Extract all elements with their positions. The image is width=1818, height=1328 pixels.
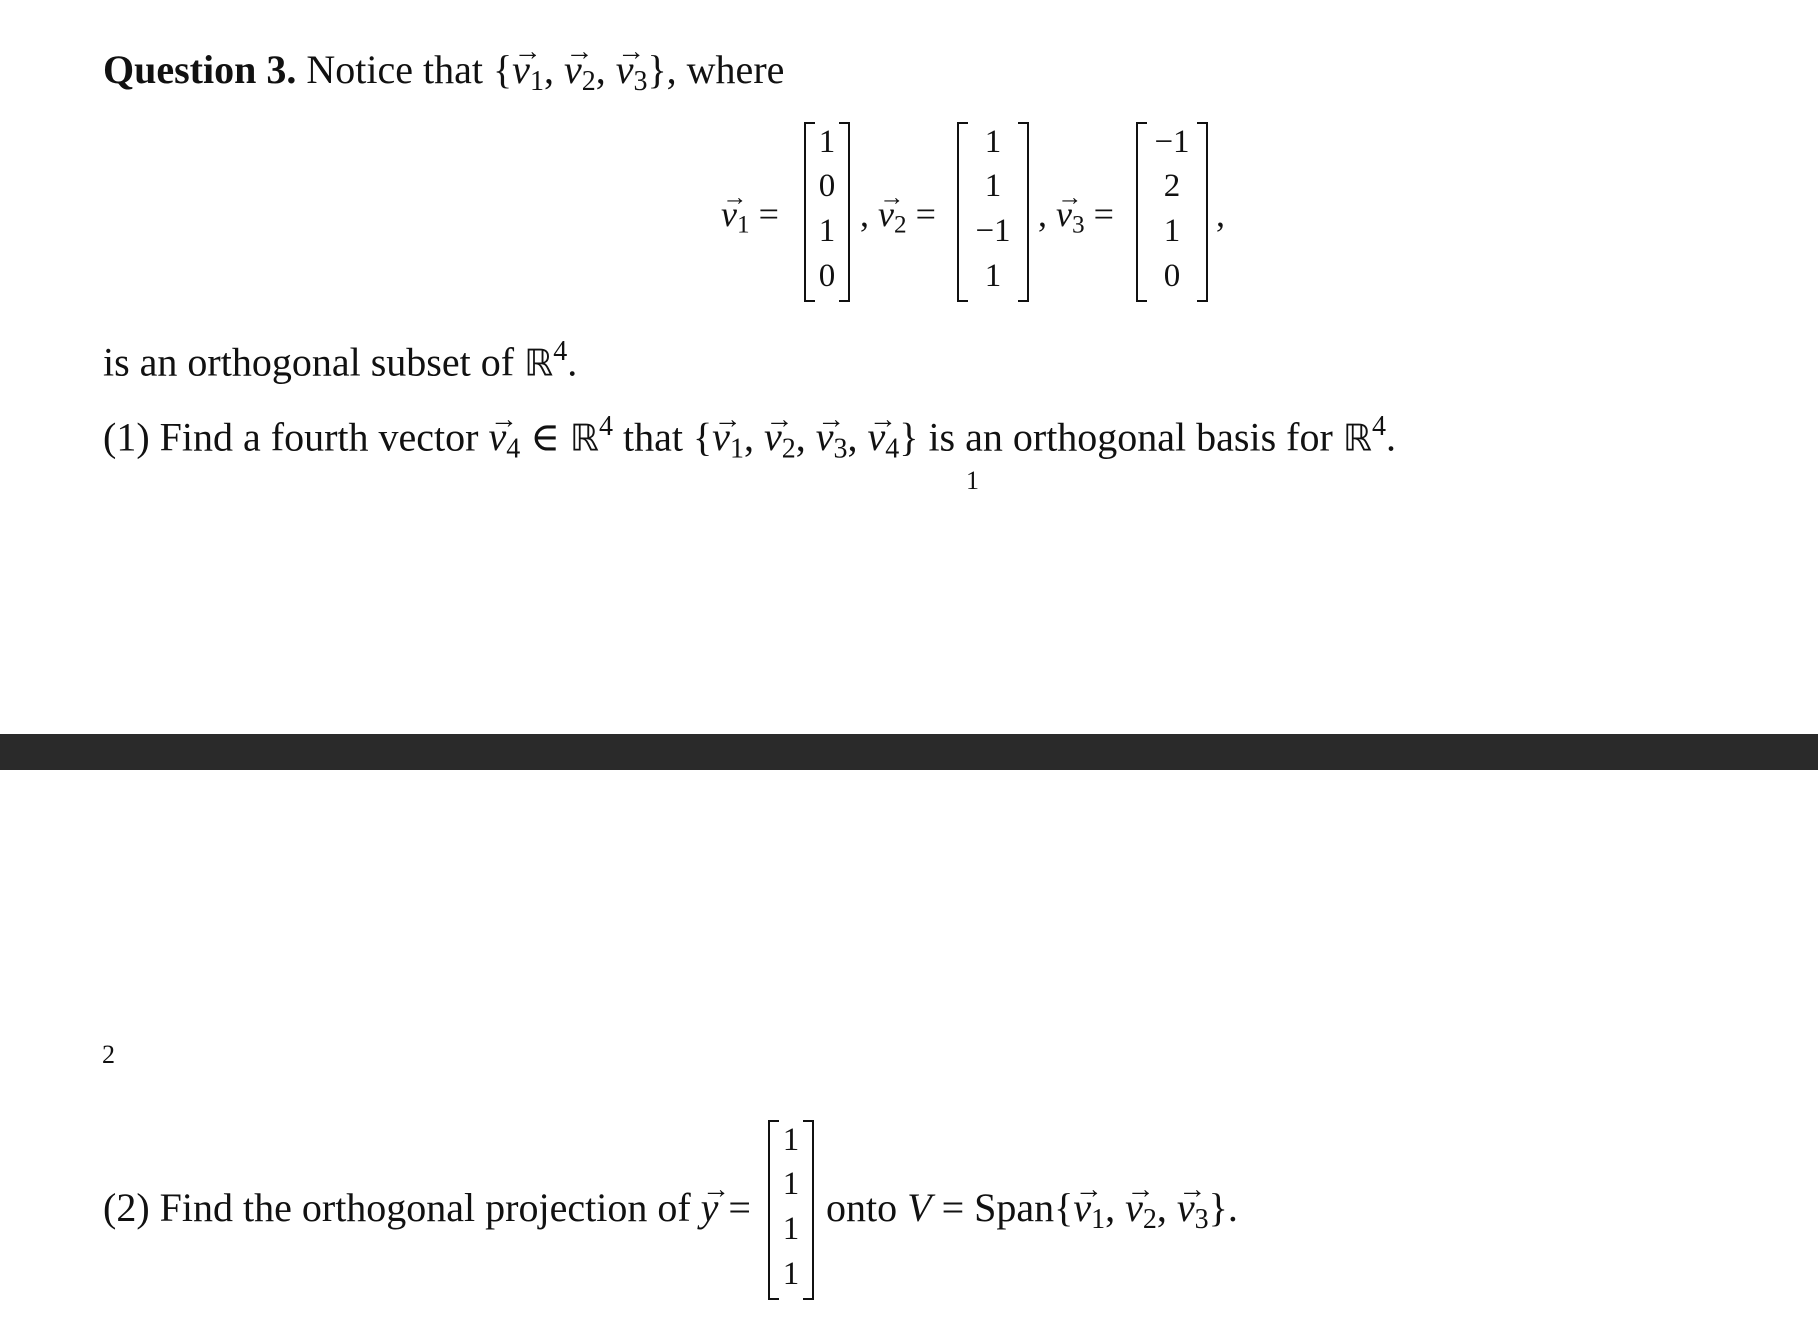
part2-label: (2) (103, 1185, 150, 1230)
vec-v2: → v (564, 50, 582, 90)
vec-v3: → v (616, 50, 634, 90)
matrix-entry: 0 (1163, 258, 1181, 294)
part1-statement: (1) Find a fourth vector → v4 ∈ ℝ$^4$ that {→ v1, → v2, → v3, → v4} is an orthogonal basis for ℝ$^4$. (103, 413, 1396, 463)
matrix-entry: 1 (984, 258, 1002, 294)
matrix-entry: 1 (818, 124, 836, 160)
where-text: , where (666, 47, 785, 92)
set-close: } (647, 47, 667, 92)
v1-lhs: → v1 = (721, 196, 779, 238)
matrix-entry: 1 (818, 213, 836, 249)
part2-tail: onto V = Span{→ v1, → v2, → v3}. (826, 1188, 1238, 1234)
v3-lhs: , → v3 = (1038, 196, 1114, 238)
matrix-y (768, 1120, 814, 1300)
matrix-entry: 1 (782, 1211, 800, 1247)
subset-statement: is an orthogonal subset of ℝ$^4$. (103, 336, 578, 385)
set-open: { (492, 47, 513, 92)
vectors-trailing-comma: , (1216, 194, 1225, 234)
matrix-entry: 1 (782, 1122, 800, 1158)
matrix-v3 (1136, 122, 1208, 302)
question-heading: Question 3. Notice that {→ v1, → v2, → v3}, where (103, 50, 784, 96)
intro-text: Notice that (306, 47, 483, 92)
matrix-entry: 1 (984, 168, 1002, 204)
v2-lhs: , → v2 = (860, 196, 936, 238)
matrix-entry: 0 (818, 168, 836, 204)
part1-label: (1) (103, 414, 150, 460)
page-2 (0, 770, 1818, 1328)
matrix-entry: 1 (984, 124, 1002, 160)
page-number: 2 (102, 1040, 115, 1069)
page-number: 1 (966, 466, 979, 495)
matrix-entry: 1 (1163, 213, 1181, 249)
matrix-entry: 2 (1163, 168, 1181, 204)
matrix-entry: 1 (782, 1256, 800, 1292)
question-label: Question 3. (103, 47, 297, 92)
part2-statement: (2) Find the orthogonal projection of → y = (103, 1188, 751, 1228)
vec-v1: → v (512, 50, 530, 90)
matrix-v1 (804, 122, 850, 302)
matrix-entry: −1 (1154, 124, 1190, 160)
matrix-entry: 0 (818, 258, 836, 294)
matrix-entry: −1 (975, 213, 1011, 249)
matrix-v2 (957, 122, 1029, 302)
page-divider (0, 734, 1818, 770)
matrix-entry: 1 (782, 1166, 800, 1202)
